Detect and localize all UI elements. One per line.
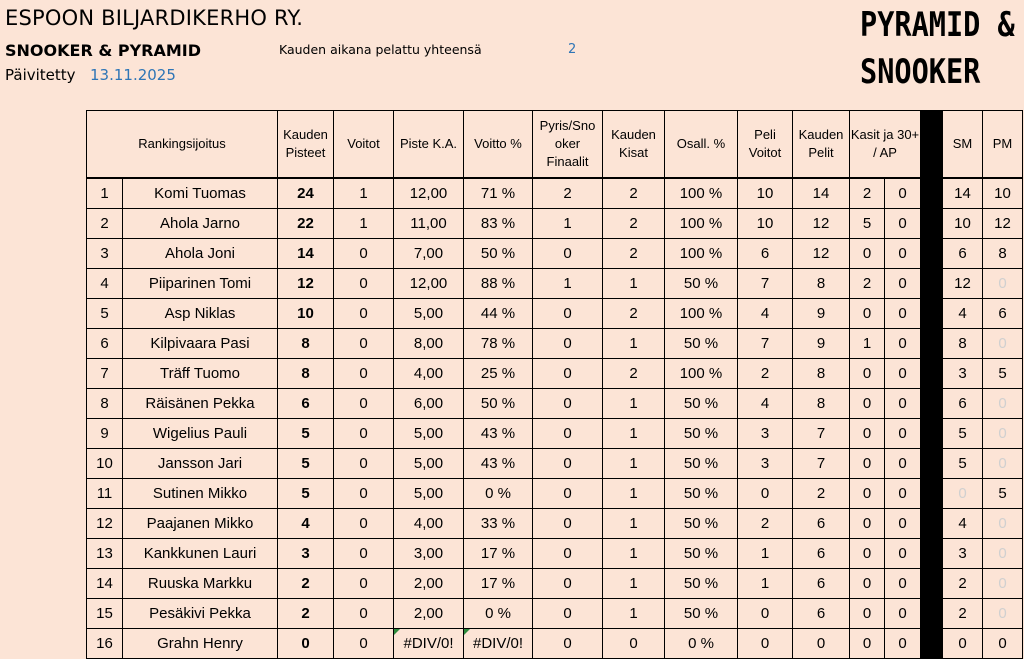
cell-ap: 0: [885, 239, 921, 269]
cell-events: 1: [603, 419, 665, 449]
cell-pm: 0: [983, 329, 1023, 359]
cell-sm: 12: [943, 269, 983, 299]
cell-pm: 0: [983, 269, 1023, 299]
black-divider-cell: [921, 539, 943, 569]
ranking-table: [86, 110, 1023, 659]
cell-games: 9: [793, 329, 850, 359]
cell-games: 8: [793, 359, 850, 389]
cell-rank: 2: [87, 209, 123, 239]
table-row: [87, 479, 1023, 509]
cell-avg: 4,00: [394, 509, 464, 539]
cell-rank: 8: [87, 389, 123, 419]
cell-events: 1: [603, 599, 665, 629]
header-finals: Pyris/Sno oker Finaalit: [533, 111, 603, 179]
cell-games: 2: [793, 479, 850, 509]
cell-pm: 0: [983, 419, 1023, 449]
cell-game-wins: 0: [738, 599, 793, 629]
cell-events: 2: [603, 178, 665, 209]
cell-wins: 0: [334, 599, 394, 629]
header-events: Kauden Kisat: [603, 111, 665, 179]
cell-points: 8: [278, 329, 334, 359]
cell-kasit: 2: [850, 269, 885, 299]
cell-rank: 11: [87, 479, 123, 509]
cell-ap: 0: [885, 419, 921, 449]
cell-finals: 0: [533, 299, 603, 329]
cell-kasit: 0: [850, 539, 885, 569]
cell-game-wins: 3: [738, 449, 793, 479]
header-kasit: Kasit ja 30+ / AP: [850, 111, 921, 179]
cell-ap: 0: [885, 599, 921, 629]
cell-name: Jansson Jari: [123, 449, 278, 479]
cell-games: 6: [793, 599, 850, 629]
cell-part-pct: 100 %: [665, 239, 738, 269]
cell-name: Ahola Joni: [123, 239, 278, 269]
cell-points: 0: [278, 629, 334, 659]
cell-events: 2: [603, 299, 665, 329]
cell-part-pct: 50 %: [665, 569, 738, 599]
cell-ap: 0: [885, 178, 921, 209]
cell-points: 4: [278, 509, 334, 539]
cell-kasit: 0: [850, 449, 885, 479]
cell-name: Grahn Henry: [123, 629, 278, 659]
cell-events: 1: [603, 329, 665, 359]
cell-avg: 5,00: [394, 449, 464, 479]
cell-part-pct: 100 %: [665, 209, 738, 239]
cell-games: 8: [793, 389, 850, 419]
cell-sm: 6: [943, 239, 983, 269]
cell-pm: 0: [983, 509, 1023, 539]
club-name: ESPOON BILJARDIKERHO RY.: [5, 6, 304, 30]
cell-wins: 0: [334, 539, 394, 569]
cell-ap: 0: [885, 539, 921, 569]
cell-ap: 0: [885, 299, 921, 329]
cell-pm: 0: [983, 449, 1023, 479]
cell-sm: 2: [943, 569, 983, 599]
black-divider-cell: [921, 629, 943, 659]
cell-part-pct: 50 %: [665, 449, 738, 479]
cell-pm: 0: [983, 629, 1023, 659]
cell-kasit: 1: [850, 329, 885, 359]
cell-pm: 12: [983, 209, 1023, 239]
cell-games: 7: [793, 449, 850, 479]
cell-wins: 0: [334, 509, 394, 539]
table-row: [87, 569, 1023, 599]
cell-name: Räisänen Pekka: [123, 389, 278, 419]
header-pm: PM: [983, 111, 1023, 179]
cell-rank: 7: [87, 359, 123, 389]
cell-sm: 3: [943, 359, 983, 389]
header-part-pct: Osall. %: [665, 111, 738, 179]
cell-sm: 5: [943, 419, 983, 449]
cell-avg: 12,00: [394, 269, 464, 299]
big-title: [860, 2, 1015, 96]
cell-game-wins: 4: [738, 389, 793, 419]
black-divider-cell: [921, 419, 943, 449]
black-divider-cell: [921, 209, 943, 239]
table-header-row: [87, 111, 1023, 179]
cell-win-pct: 88 %: [464, 269, 533, 299]
cell-rank: 1: [87, 178, 123, 209]
cell-game-wins: 10: [738, 209, 793, 239]
cell-ap: 0: [885, 629, 921, 659]
black-divider-cell: [921, 599, 943, 629]
table-row: [87, 449, 1023, 479]
table-row: [87, 359, 1023, 389]
season-value: 2: [568, 42, 577, 57]
cell-rank: 3: [87, 239, 123, 269]
cell-ap: 0: [885, 449, 921, 479]
cell-pm: 0: [983, 389, 1023, 419]
cell-name: Sutinen Mikko: [123, 479, 278, 509]
black-divider: [921, 111, 943, 179]
cell-points: 5: [278, 419, 334, 449]
cell-events: 1: [603, 509, 665, 539]
cell-avg: 11,00: [394, 209, 464, 239]
cell-points: 3: [278, 539, 334, 569]
black-divider-cell: [921, 449, 943, 479]
black-divider-cell: [921, 178, 943, 209]
cell-ap: 0: [885, 209, 921, 239]
cell-finals: 0: [533, 479, 603, 509]
cell-win-pct: 17 %: [464, 569, 533, 599]
black-divider-cell: [921, 389, 943, 419]
header-ranking: Rankingsijoitus: [87, 111, 278, 179]
cell-game-wins: 2: [738, 509, 793, 539]
table-row: [87, 178, 1023, 209]
cell-name: Ahola Jarno: [123, 209, 278, 239]
cell-win-pct: 50 %: [464, 239, 533, 269]
cell-sm: 4: [943, 509, 983, 539]
cell-finals: 0: [533, 329, 603, 359]
cell-sm: 0: [943, 479, 983, 509]
cell-game-wins: 3: [738, 419, 793, 449]
black-divider-cell: [921, 299, 943, 329]
black-divider-cell: [921, 239, 943, 269]
cell-pm: 0: [983, 569, 1023, 599]
cell-name: Kankkunen Lauri: [123, 539, 278, 569]
cell-kasit: 0: [850, 359, 885, 389]
cell-kasit: 0: [850, 239, 885, 269]
cell-events: 2: [603, 209, 665, 239]
cell-kasit: 0: [850, 599, 885, 629]
cell-name: Wigelius Pauli: [123, 419, 278, 449]
cell-kasit: 0: [850, 629, 885, 659]
cell-sm: 2: [943, 599, 983, 629]
cell-sm: 5: [943, 449, 983, 479]
table-row: [87, 239, 1023, 269]
cell-ap: 0: [885, 569, 921, 599]
cell-game-wins: 0: [738, 629, 793, 659]
cell-avg: 5,00: [394, 419, 464, 449]
cell-game-wins: 2: [738, 359, 793, 389]
cell-sm: 3: [943, 539, 983, 569]
cell-rank: 14: [87, 569, 123, 599]
cell-win-pct: 33 %: [464, 509, 533, 539]
cell-rank: 9: [87, 419, 123, 449]
cell-avg: 12,00: [394, 178, 464, 209]
cell-avg: 5,00: [394, 299, 464, 329]
black-divider-cell: [921, 509, 943, 539]
cell-win-pct: 44 %: [464, 299, 533, 329]
cell-avg: 6,00: [394, 389, 464, 419]
header-avg: Piste K.A.: [394, 111, 464, 179]
cell-wins: 1: [334, 209, 394, 239]
cell-rank: 5: [87, 299, 123, 329]
cell-game-wins: 7: [738, 269, 793, 299]
cell-name: Ruuska Markku: [123, 569, 278, 599]
black-divider-cell: [921, 569, 943, 599]
cell-events: 1: [603, 269, 665, 299]
cell-part-pct: 0 %: [665, 629, 738, 659]
cell-points: 12: [278, 269, 334, 299]
header-games: Kauden Pelit: [793, 111, 850, 179]
cell-avg: 4,00: [394, 359, 464, 389]
cell-wins: 0: [334, 239, 394, 269]
cell-games: 9: [793, 299, 850, 329]
big-title-line1: PYRAMID &: [860, 5, 1015, 45]
cell-ap: 0: [885, 329, 921, 359]
cell-events: 1: [603, 569, 665, 599]
header-game-wins: Peli Voitot: [738, 111, 793, 179]
cell-finals: 0: [533, 539, 603, 569]
cell-part-pct: 50 %: [665, 389, 738, 419]
table-row: [87, 209, 1023, 239]
header-points: Kauden Pisteet: [278, 111, 334, 179]
cell-points: 5: [278, 479, 334, 509]
cell-avg: 3,00: [394, 539, 464, 569]
cell-game-wins: 7: [738, 329, 793, 359]
cell-game-wins: 6: [738, 239, 793, 269]
cell-part-pct: 50 %: [665, 419, 738, 449]
cell-finals: 0: [533, 389, 603, 419]
cell-rank: 4: [87, 269, 123, 299]
cell-events: 1: [603, 479, 665, 509]
cell-events: 1: [603, 539, 665, 569]
cell-points: 2: [278, 569, 334, 599]
cell-game-wins: 0: [738, 479, 793, 509]
cell-kasit: 2: [850, 178, 885, 209]
cell-games: 7: [793, 419, 850, 449]
updated-date: 13.11.2025: [90, 66, 176, 84]
cell-points: 24: [278, 178, 334, 209]
cell-part-pct: 50 %: [665, 509, 738, 539]
cell-wins: 0: [334, 419, 394, 449]
cell-rank: 10: [87, 449, 123, 479]
black-divider-cell: [921, 479, 943, 509]
cell-games: 6: [793, 539, 850, 569]
cell-win-pct: 17 %: [464, 539, 533, 569]
cell-kasit: 0: [850, 419, 885, 449]
cell-finals: 0: [533, 449, 603, 479]
header-wins: Voitot: [334, 111, 394, 179]
cell-win-pct: 83 %: [464, 209, 533, 239]
cell-games: 6: [793, 509, 850, 539]
cell-wins: 0: [334, 389, 394, 419]
table-row: [87, 539, 1023, 569]
cell-part-pct: 100 %: [665, 299, 738, 329]
cell-part-pct: 50 %: [665, 329, 738, 359]
cell-game-wins: 1: [738, 539, 793, 569]
subtitle: SNOOKER & PYRAMID: [5, 41, 202, 60]
cell-win-pct: 0 %: [464, 599, 533, 629]
cell-points: 10: [278, 299, 334, 329]
cell-games: 6: [793, 569, 850, 599]
cell-avg: 2,00: [394, 569, 464, 599]
cell-win-pct: 43 %: [464, 419, 533, 449]
cell-wins: 0: [334, 269, 394, 299]
cell-finals: 0: [533, 509, 603, 539]
table-row: [87, 329, 1023, 359]
cell-name: Pesäkivi Pekka: [123, 599, 278, 629]
cell-win-pct: 0 %: [464, 479, 533, 509]
cell-wins: 0: [334, 449, 394, 479]
big-title-line2: SNOOKER: [860, 52, 981, 92]
cell-win-pct: 78 %: [464, 329, 533, 359]
cell-part-pct: 100 %: [665, 359, 738, 389]
cell-wins: 0: [334, 299, 394, 329]
table-row: [87, 629, 1023, 659]
table-row: [87, 389, 1023, 419]
cell-games: 12: [793, 239, 850, 269]
cell-sm: 10: [943, 209, 983, 239]
cell-points: 2: [278, 599, 334, 629]
cell-points: 22: [278, 209, 334, 239]
header-sm: SM: [943, 111, 983, 179]
cell-avg: #DIV/0!: [394, 629, 464, 659]
cell-events: 1: [603, 449, 665, 479]
black-divider-cell: [921, 269, 943, 299]
cell-wins: 0: [334, 479, 394, 509]
cell-game-wins: 10: [738, 178, 793, 209]
cell-avg: 2,00: [394, 599, 464, 629]
cell-game-wins: 4: [738, 299, 793, 329]
cell-name: Komi Tuomas: [123, 178, 278, 209]
cell-kasit: 0: [850, 509, 885, 539]
cell-sm: 0: [943, 629, 983, 659]
cell-game-wins: 1: [738, 569, 793, 599]
cell-name: Asp Niklas: [123, 299, 278, 329]
cell-finals: 1: [533, 269, 603, 299]
table-row: [87, 419, 1023, 449]
cell-part-pct: 100 %: [665, 178, 738, 209]
cell-finals: 0: [533, 629, 603, 659]
cell-points: 8: [278, 359, 334, 389]
cell-kasit: 0: [850, 479, 885, 509]
cell-games: 14: [793, 178, 850, 209]
cell-ap: 0: [885, 479, 921, 509]
cell-pm: 5: [983, 479, 1023, 509]
cell-finals: 0: [533, 599, 603, 629]
cell-win-pct: 71 %: [464, 178, 533, 209]
cell-sm: 14: [943, 178, 983, 209]
cell-finals: 0: [533, 359, 603, 389]
cell-games: 0: [793, 629, 850, 659]
cell-pm: 10: [983, 178, 1023, 209]
cell-avg: 8,00: [394, 329, 464, 359]
cell-name: Träff Tuomo: [123, 359, 278, 389]
cell-rank: 6: [87, 329, 123, 359]
cell-part-pct: 50 %: [665, 599, 738, 629]
cell-ap: 0: [885, 509, 921, 539]
cell-points: 5: [278, 449, 334, 479]
cell-wins: 0: [334, 359, 394, 389]
cell-finals: 0: [533, 569, 603, 599]
cell-kasit: 0: [850, 389, 885, 419]
cell-rank: 16: [87, 629, 123, 659]
cell-sm: 6: [943, 389, 983, 419]
cell-events: 1: [603, 389, 665, 419]
black-divider-cell: [921, 359, 943, 389]
cell-part-pct: 50 %: [665, 269, 738, 299]
updated-label: Päivitetty: [5, 66, 76, 84]
cell-rank: 15: [87, 599, 123, 629]
cell-win-pct: 50 %: [464, 389, 533, 419]
black-divider-cell: [921, 329, 943, 359]
cell-wins: 1: [334, 178, 394, 209]
season-label: Kauden aikana pelattu yhteensä: [279, 42, 482, 57]
cell-win-pct: #DIV/0!: [464, 629, 533, 659]
cell-finals: 0: [533, 419, 603, 449]
cell-pm: 0: [983, 539, 1023, 569]
cell-win-pct: 43 %: [464, 449, 533, 479]
table-row: [87, 299, 1023, 329]
cell-events: 2: [603, 359, 665, 389]
cell-finals: 1: [533, 209, 603, 239]
cell-kasit: 5: [850, 209, 885, 239]
header-win-pct: Voitto %: [464, 111, 533, 179]
table-row: [87, 509, 1023, 539]
cell-part-pct: 50 %: [665, 539, 738, 569]
cell-win-pct: 25 %: [464, 359, 533, 389]
cell-avg: 5,00: [394, 479, 464, 509]
cell-pm: 6: [983, 299, 1023, 329]
cell-sm: 8: [943, 329, 983, 359]
cell-finals: 0: [533, 239, 603, 269]
cell-pm: 0: [983, 599, 1023, 629]
cell-pm: 5: [983, 359, 1023, 389]
cell-kasit: 0: [850, 569, 885, 599]
cell-kasit: 0: [850, 299, 885, 329]
cell-part-pct: 50 %: [665, 479, 738, 509]
cell-ap: 0: [885, 389, 921, 419]
cell-games: 8: [793, 269, 850, 299]
cell-finals: 2: [533, 178, 603, 209]
cell-name: Paajanen Mikko: [123, 509, 278, 539]
cell-rank: 12: [87, 509, 123, 539]
cell-wins: 0: [334, 629, 394, 659]
cell-wins: 0: [334, 329, 394, 359]
table-row: [87, 269, 1023, 299]
cell-games: 12: [793, 209, 850, 239]
cell-avg: 7,00: [394, 239, 464, 269]
cell-sm: 4: [943, 299, 983, 329]
cell-wins: 0: [334, 569, 394, 599]
cell-events: 0: [603, 629, 665, 659]
cell-name: Kilpivaara Pasi: [123, 329, 278, 359]
cell-ap: 0: [885, 269, 921, 299]
cell-pm: 8: [983, 239, 1023, 269]
cell-points: 6: [278, 389, 334, 419]
table-row: [87, 599, 1023, 629]
cell-name: Piiparinen Tomi: [123, 269, 278, 299]
cell-rank: 13: [87, 539, 123, 569]
cell-ap: 0: [885, 359, 921, 389]
cell-points: 14: [278, 239, 334, 269]
cell-events: 2: [603, 239, 665, 269]
